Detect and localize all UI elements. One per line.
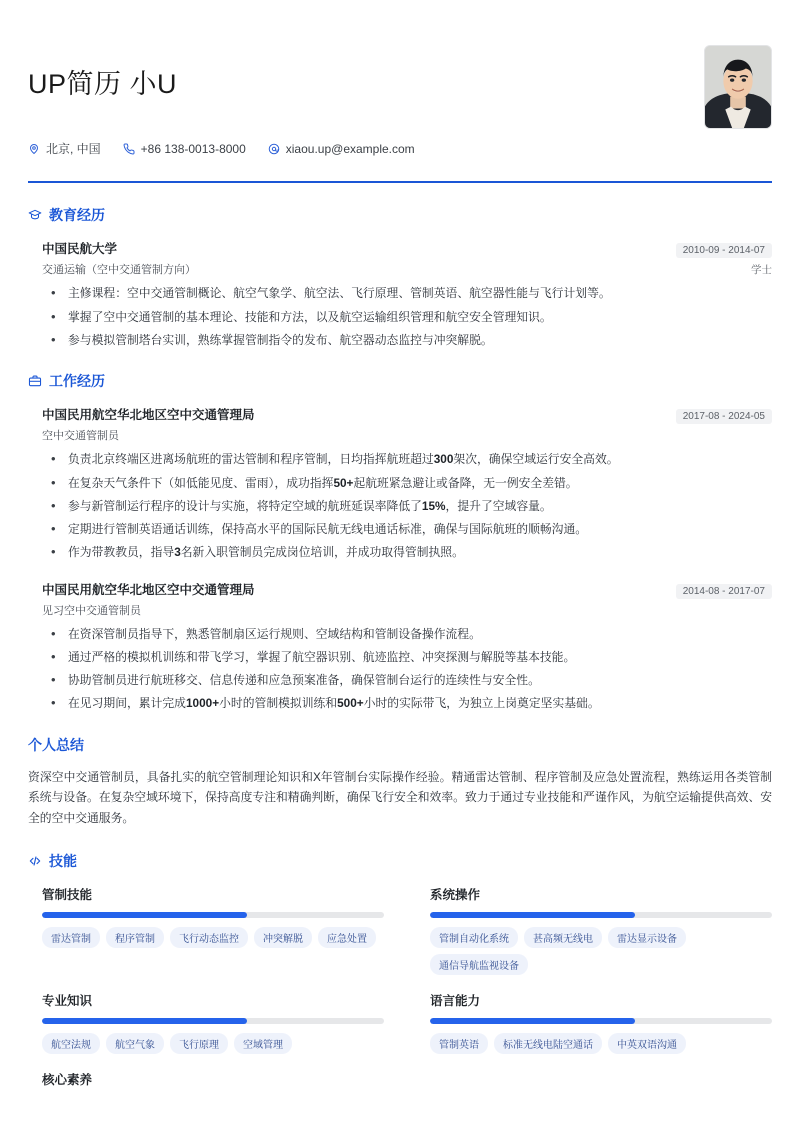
work-entry [28,580,772,713]
section-skills [28,851,772,1097]
section-title-skills [28,851,772,871]
skill-name: 语言能力 [430,993,481,1008]
resume-header [28,40,772,173]
section-title-education [28,205,772,225]
work-bullets [42,450,772,561]
bullet-item: • 定期进行管制英语通话训练，保持高水平的国际民航无线电通话标准，确保与国际航班的顺畅沟通。 [42,520,772,538]
work-entry-head [42,580,772,599]
skill-bar [42,912,384,918]
skill-item [416,991,772,1054]
summary-text: 资深空中交通管制员，具备扎实的航空管制理论知识和X年管制台实际操作经验。精通雷达管制、程序管制及应急处置流程，熟练运用各类管制系统与设备。在复杂空域环境下，保持高度专注和精确判断，确保飞行安全和效率。致力于通过专业技能和严谨作风，为航空运输提供高效、安全的空中交通服务。 [28,769,772,826]
skill-tag: 管制自动化系统 [430,927,518,948]
work-bullets [42,625,772,713]
skill-bar [430,912,772,918]
section-title-work [28,371,772,391]
briefcase-icon [28,374,42,388]
work-entry [28,405,772,561]
bullet-item: • 掌握了空中交通管制的基本理论、技能和方法，以及航空运输组织管理和航空安全管理知识。 [42,308,772,326]
skill-tag: 雷达显示设备 [608,927,686,948]
email-at-icon [268,143,280,155]
work-company: 中国民用航空华北地区空中交通管理局 [42,582,255,597]
section-education [28,205,772,349]
education-bullets [42,284,772,349]
bullet-item: • 通过严格的模拟机训练和带飞学习，掌握了航空器识别、航迹监控、冲突探测与解脱等基本技能。 [42,648,772,666]
education-sub-row [42,261,772,277]
skill-tag: 管制英语 [430,1033,488,1054]
contact-location-text: 北京, 中国 [46,142,101,157]
bullet-item: • 参与新管制运行程序的设计与实施，将特定空域的航班延误率降低了15%，提升了空域容量。 [42,497,772,515]
skill-tag: 空域管理 [234,1033,292,1054]
code-brackets-icon [28,854,42,868]
bullet-item: • 协助管制员进行航班移交、信息传递和应急预案准备，确保管制台运行的连续性与安全性。 [42,671,772,689]
skill-item [28,885,384,975]
section-title-skills-label: 技能 [49,852,77,869]
section-title-summary-label: 个人总结 [28,736,84,753]
header-divider [28,181,772,183]
contact-email[interactable] [268,142,415,156]
section-title-education-label: 教育经历 [49,207,105,224]
skill-name: 管制技能 [42,887,93,902]
skill-tag: 飞行动态监控 [170,927,248,948]
page-title: UP简历 小U [28,69,178,99]
work-role: 见习空中交通管制员 [42,604,141,617]
skill-tags [430,927,772,975]
skill-tag: 通信导航监视设备 [430,954,528,975]
work-date: 2017-08 - 2024-05 [676,409,772,424]
education-major: 交通运输（空中交通管制方向） [42,264,196,277]
bullet-item: • 作为带教教员，指导3名新入职管制员完成岗位培训，并成功取得管制执照。 [42,543,772,561]
education-entry [28,239,772,349]
bullet-item: • 主修课程：空中交通管制概论、航空气象学、航空法、飞行原理、管制英语、航空器性能与飞行计划等。 [42,284,772,302]
work-role: 空中交通管制员 [42,430,119,443]
section-work [28,371,772,713]
skill-tags [42,927,384,948]
education-date: 2010-09 - 2014-07 [676,243,772,258]
contact-location[interactable] [28,140,101,157]
work-company: 中国民用航空华北地区空中交通管理局 [42,408,255,423]
skill-tags [42,1033,384,1054]
skill-tag: 雷达管制 [42,927,100,948]
contact-phone[interactable] [123,142,246,156]
portrait-photo-icon [705,46,771,128]
contact-row [28,140,704,157]
skill-bar-fill [42,1018,247,1024]
skill-name: 核心素养 [42,1072,93,1087]
skill-tag: 程序管制 [106,927,164,948]
skill-name: 专业知识 [42,993,93,1008]
skill-bar-fill [430,912,635,918]
skill-tag: 航空法规 [42,1033,100,1054]
section-title-work-label: 工作经历 [49,373,105,390]
skill-tag: 冲突解脱 [254,927,312,948]
work-entry-head [42,405,772,424]
skill-bar [430,1018,772,1024]
section-summary [28,735,772,829]
skill-bar-fill [430,1018,635,1024]
avatar [704,45,772,129]
work-sub-row [42,602,772,618]
skill-tag: 甚高频无线电 [524,927,602,948]
bullet-item: • 负责北京终端区进离场航班的雷达管制和程序管制，日均指挥航班超过300架次，确保空域运行安全高效。 [42,450,772,468]
header-left [28,40,704,157]
skill-tag: 中英双语沟通 [608,1033,686,1054]
phone-icon [123,143,135,155]
skill-tag: 航空气象 [106,1033,164,1054]
contact-email-text: xiaou.up@example.com [285,141,415,156]
bullet-item: • 在复杂天气条件下（如低能见度、雷雨），成功指挥50+起航班紧急避让或备降，无一例安全差错。 [42,474,772,492]
skill-name: 系统操作 [430,887,481,902]
skill-tag: 应急处置 [318,927,376,948]
skill-item [28,991,384,1054]
skill-item [28,1070,384,1097]
location-pin-icon [28,143,40,155]
bullet-item: • 在见习期间，累计完成1000+小时的管制模拟训练和500+小时的实际带飞，为独立上岗奠定坚实基础。 [42,694,772,712]
contact-phone-text: +86 138-0013-8000 [140,141,246,156]
skill-tags [430,1033,772,1054]
skill-item [416,885,772,975]
bullet-item: • 参与模拟管制塔台实训，熟练掌握管制指令的发布、航空器动态监控与冲突解脱。 [42,331,772,349]
education-degree: 学士 [751,264,772,277]
bullet-item: • 在资深管制员指导下，熟悉管制扇区运行规则、空域结构和管制设备操作流程。 [42,625,772,643]
education-school: 中国民航大学 [42,242,118,257]
work-sub-row [42,427,772,443]
work-date: 2014-08 - 2017-07 [676,584,772,599]
skill-bar [42,1018,384,1024]
skill-tag: 标准无线电陆空通话 [494,1033,602,1054]
skill-grid [28,885,772,1097]
skill-bar-fill [42,912,247,918]
graduation-cap-icon [28,208,42,222]
education-entry-head [42,239,772,258]
section-title-summary [28,735,772,755]
skill-tag: 飞行原理 [170,1033,228,1054]
